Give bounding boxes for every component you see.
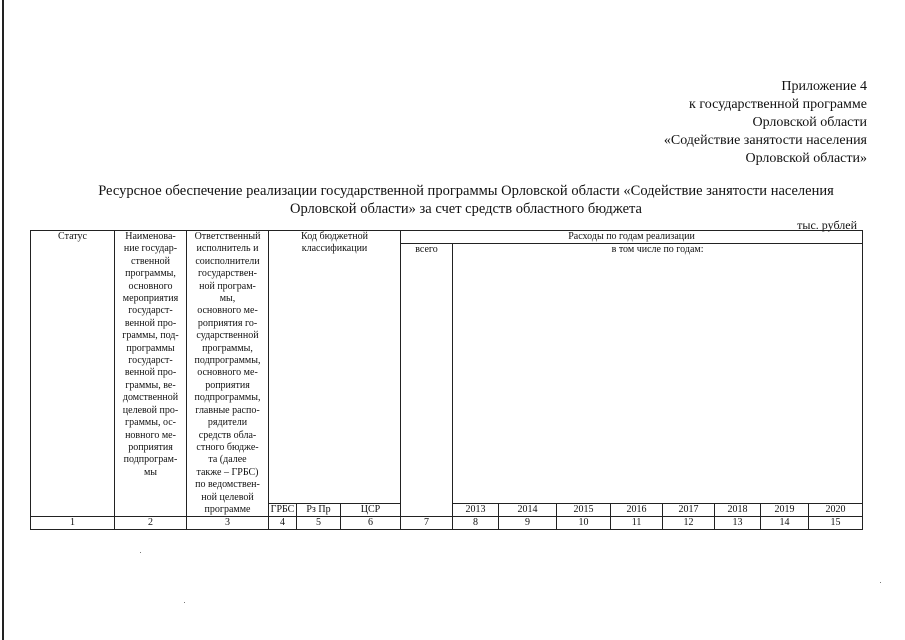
column-number-7: 7 xyxy=(401,517,453,530)
column-number-6: 6 xyxy=(341,517,401,530)
header-year-2018: 2018 xyxy=(715,503,761,516)
column-number-14: 14 xyxy=(761,517,809,530)
appendix-line-1: Приложение 4 xyxy=(781,79,867,94)
header-year-2019: 2019 xyxy=(761,503,809,516)
header-year-2020: 2020 xyxy=(809,503,863,516)
column-number-row xyxy=(31,517,863,530)
header-program-name: Наименова- ние государ- ственной программы, основного мероприятия государст- венной про- граммы, под- программы государст- венной про- граммы, ве- домственной целевой про- граммы, ос- новного ме- роприятия подпрограм- мы xyxy=(115,231,187,517)
header-status: Статус xyxy=(31,231,115,517)
header-year-2016: 2016 xyxy=(611,503,663,516)
document-title xyxy=(60,182,872,218)
header-expenses: Расходы по годам реализации xyxy=(401,231,863,244)
scan-speck xyxy=(880,582,881,583)
column-number-13: 13 xyxy=(715,517,761,530)
header-year-2017: 2017 xyxy=(663,503,715,516)
header-by-years: в том числе по годам: xyxy=(453,244,863,504)
header-rzpr: Рз Пр xyxy=(297,503,341,516)
header-row-1 xyxy=(31,231,863,244)
scan-speck xyxy=(140,552,141,553)
column-number-2: 2 xyxy=(115,517,187,530)
column-number-4: 4 xyxy=(269,517,297,530)
scan-speck xyxy=(184,602,185,603)
column-number-1: 1 xyxy=(31,517,115,530)
header-total: всего xyxy=(401,244,453,517)
header-grbs: ГРБС xyxy=(269,503,297,516)
appendix-line-4: «Содействие занятости населения xyxy=(663,133,867,148)
column-number-11: 11 xyxy=(611,517,663,530)
appendix-line-5: Орловской области» xyxy=(745,151,867,166)
header-year-2014: 2014 xyxy=(499,503,557,516)
document-title-line-2: Орловской области» за счет средств областного бюджета xyxy=(290,201,642,217)
column-number-10: 10 xyxy=(557,517,611,530)
units-label: тыс. рублей xyxy=(797,218,857,232)
document-title-line-1: Ресурсное обеспечение реализации государственной программы Орловской области «Содействие занятости населения xyxy=(98,183,834,199)
header-csr: ЦСР xyxy=(341,503,401,516)
header-executor: Ответственный исполнитель и соисполнители государствен- ной програм- мы, основного ме- роприятия го- сударственной программы, подпрограммы, основного ме- роприятия подпрограммы, главные распо- рядители средств обла- стного бюдже- та (далее также – ГРБС) по ведомствен- ной целевой программе xyxy=(187,231,269,517)
header-year-2013: 2013 xyxy=(453,503,499,516)
column-number-3: 3 xyxy=(187,517,269,530)
header-year-2015: 2015 xyxy=(557,503,611,516)
appendix-line-2: к государственной программе xyxy=(689,97,867,112)
appendix-header xyxy=(607,78,867,168)
column-number-9: 9 xyxy=(499,517,557,530)
column-number-12: 12 xyxy=(663,517,715,530)
column-number-15: 15 xyxy=(809,517,863,530)
header-budget-code: Код бюджетной классификации xyxy=(269,231,401,504)
resource-table xyxy=(30,230,863,530)
column-number-5: 5 xyxy=(297,517,341,530)
page-edge-rule xyxy=(2,0,4,640)
column-number-8: 8 xyxy=(453,517,499,530)
appendix-line-3: Орловской области xyxy=(752,115,867,130)
